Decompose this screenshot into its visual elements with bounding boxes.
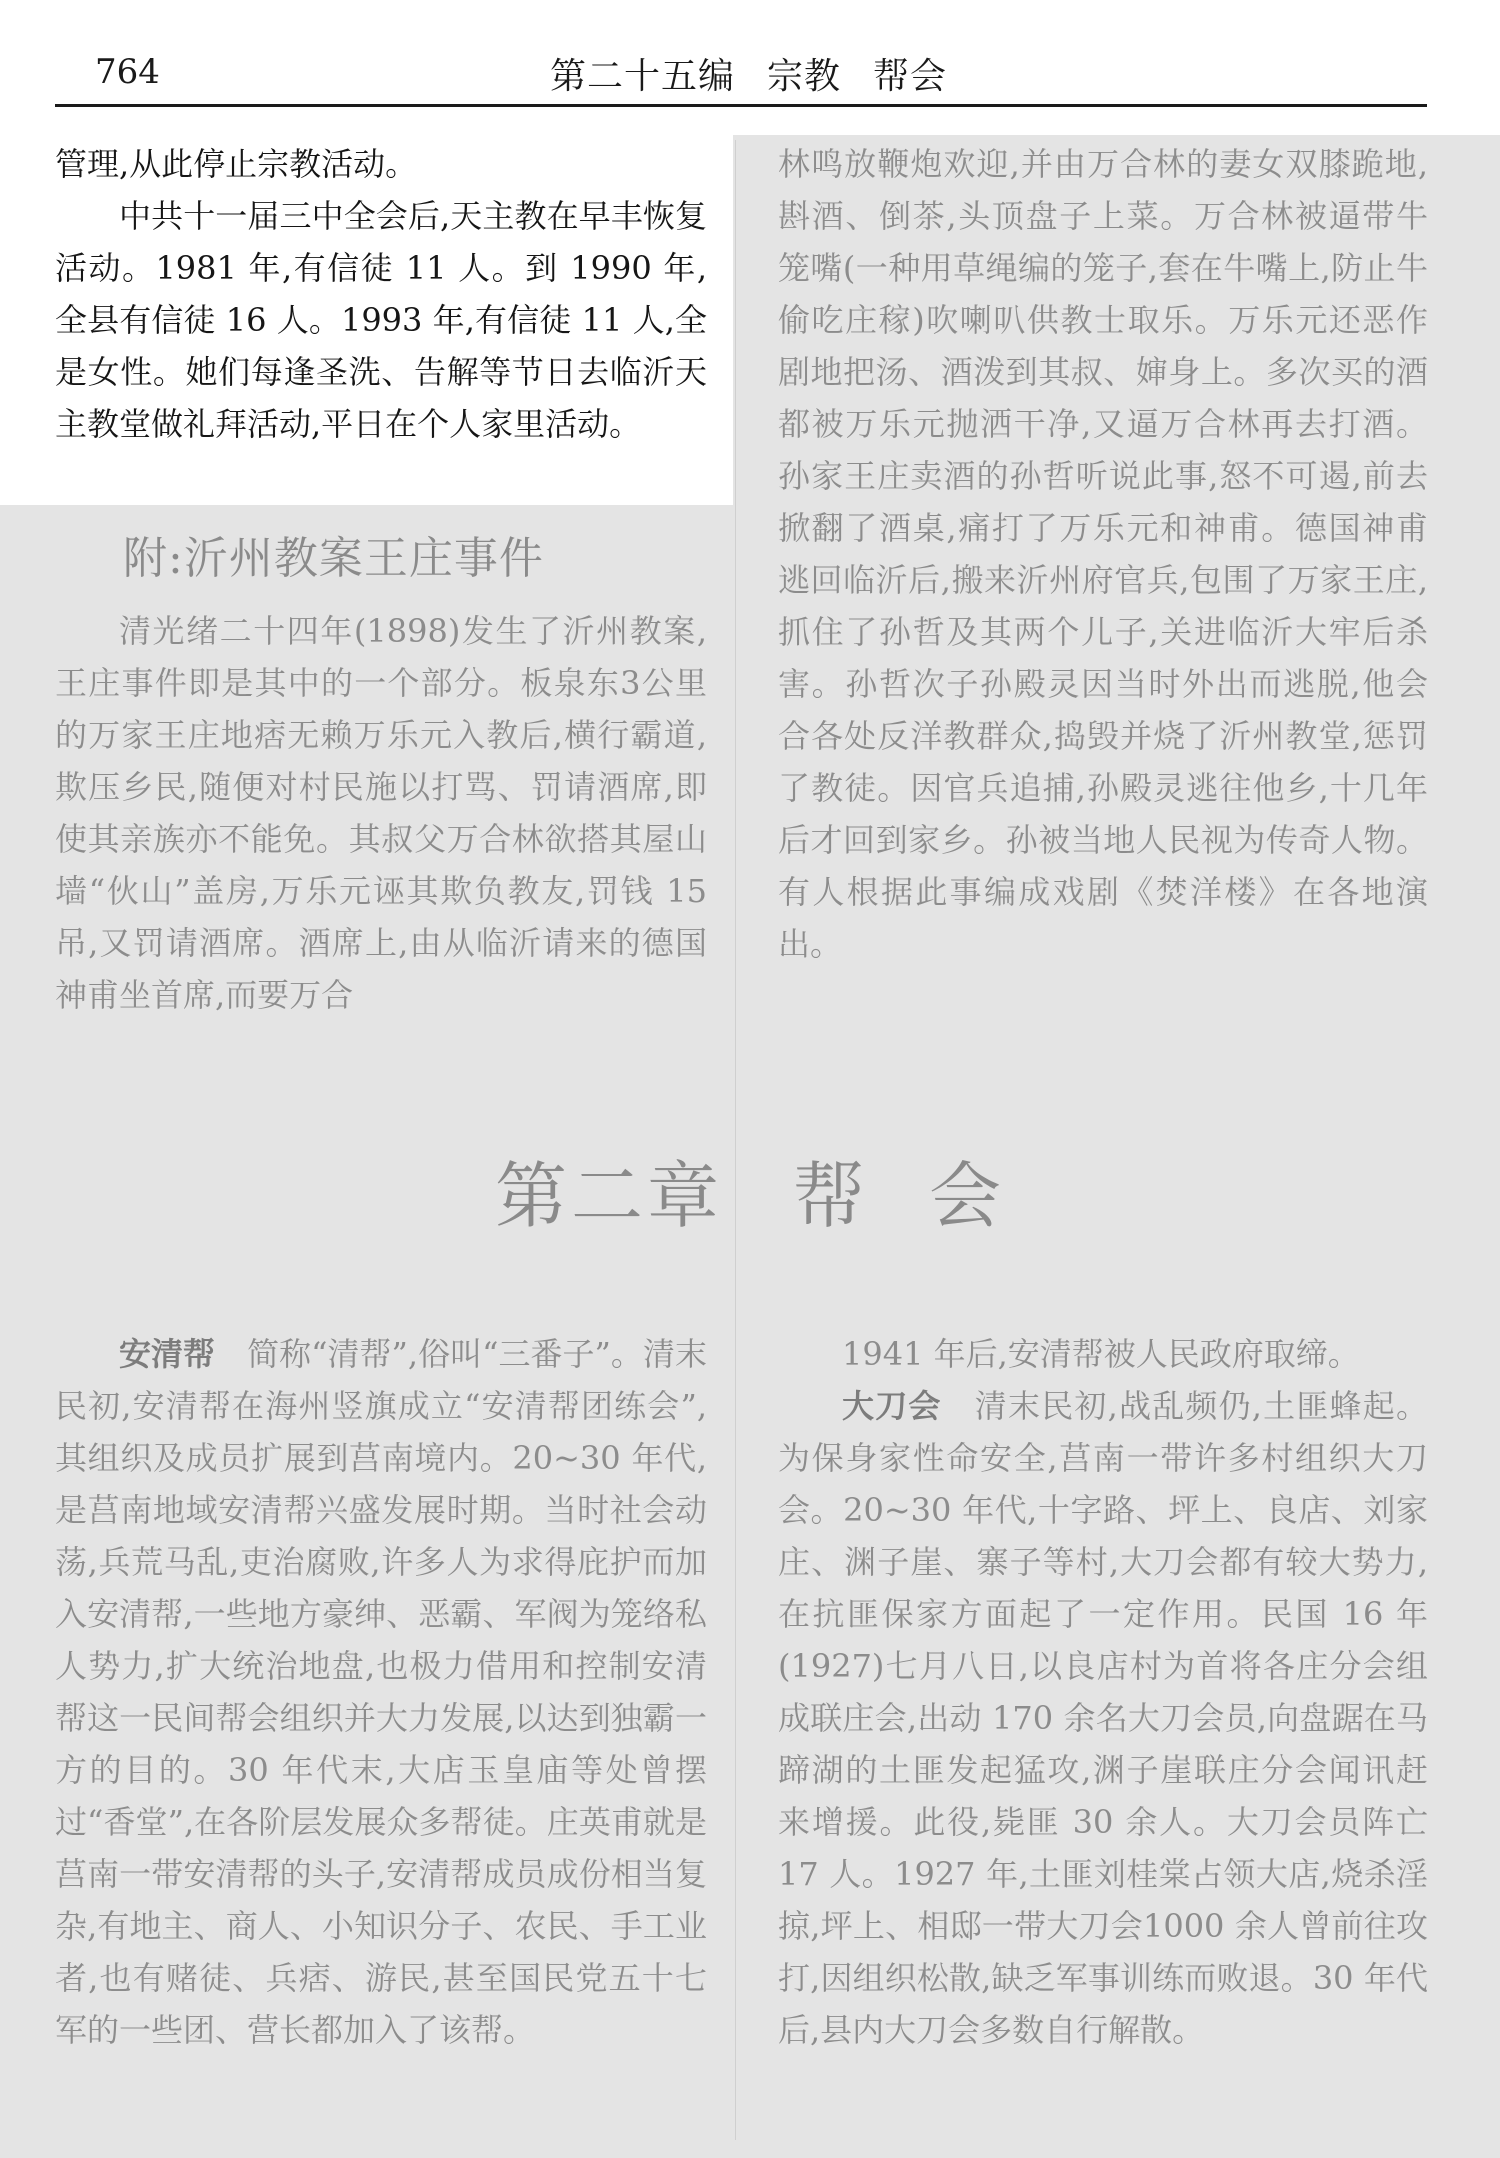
appendix-text-left bbox=[55, 605, 707, 1021]
running-head-section2: 帮会 bbox=[873, 56, 948, 97]
anqing-paragraph bbox=[55, 1328, 707, 2056]
top-left-text bbox=[55, 138, 707, 450]
paragraph-continuation: 管理,从此停止宗教活动。 bbox=[55, 145, 418, 183]
anqing-paragraph-end: 1941 年后,安清帮被人民政府取缔。 bbox=[842, 1335, 1360, 1373]
dadao-text: 清末民初,战乱频仍,土匪蜂起。为保身家性命安全,莒南一带许多村组织大刀会。20~30 年代,十字路、坪上、良店、刘家庄、渊子崖、寨子等村,大刀会都有较大势力,在抗匪保家方面起了一定作用。民国 16 年(1927)七月八日,以良店村为首将各庄分会组成联庄会,出动 170 余名大刀会员,向盘踞在马蹄湖的土匪发起猛攻,渊子崖联庄分会闻讯赶来增援。此役,毙匪 30 余人。大刀会员阵亡 17 人。1927 年,土匪刘桂棠占领大店,烧杀淫掠,坪上、相邸一带大刀会1000 余人曾前往攻打,因组织松散,缺乏军事训练而败退。30 年代后,县内大刀会多数自行解散。 bbox=[778, 1387, 1428, 2049]
appendix-text-right bbox=[778, 138, 1428, 970]
dadao-paragraph bbox=[778, 1380, 1428, 2056]
appendix-paragraph-continued: 林鸣放鞭炮欢迎,并由万合林的妻女双膝跪地,斟酒、倒茶,头顶盘子上菜。万合林被逼带牛笼嘴(一种用草绳编的笼子,套在牛嘴上,防止牛偷吃庄稼)吹喇叭供教士取乐。万乐元还恶作剧地把汤、酒泼到其叔、婶身上。多次买的酒都被万乐元抛洒干净,又逼万合林再去打酒。孙家王庄卖酒的孙哲听说此事,怒不可遏,前去掀翻了酒桌,痛打了万乐元和神甫。德国神甫逃回临沂后,搬来沂州府官兵,包围了万家王庄,抓住了孙哲及其两个儿子,关进临沂大牢后杀害。孙哲次子孙殿灵因当时外出而逃脱,他会合各处反洋教群众,捣毁并烧了沂州教堂,惩罚了教徒。因官兵追捕,孙殿灵逃往他乡,十几年后才回到家乡。孙被当地人民视为传奇人物。有人根据此事编成戏剧《焚洋楼》在各地演出。 bbox=[778, 145, 1428, 963]
chapter-heading bbox=[0, 1138, 1500, 1242]
anqing-term: 安清帮 bbox=[119, 1335, 216, 1373]
anqing-text: 简称“清帮”,俗叫“三番子”。清末民初,安清帮在海州竖旗成立“安清帮团练会”,其组织及成员扩展到莒南境内。20~30 年代,是莒南地域安清帮兴盛发展时期。当时社会动荡,兵荒马乱,吏治腐败,许多人为求得庇护而加入安清帮,一些地方豪绅、恶霸、军阀为笼络私人势力,扩大统治地盘,也极力借用和控制安清帮这一民间帮会组织并大力发展,以达到独霸一方的目的。30 年代末,大店玉皇庙等处曾摆过“香堂”,在各阶层发展众多帮徒。庄英甫就是莒南一带安清帮的头子,安清帮成员成份相当复杂,有地主、商人、小知识分子、农民、手工业者,也有赌徒、兵痞、游民,甚至国民党五十七军的一些团、营长都加入了该帮。 bbox=[55, 1335, 707, 2049]
dadao-term: 大刀会 bbox=[842, 1387, 942, 1425]
appendix-title: 附:沂州教案王庄事件 bbox=[123, 533, 544, 584]
chapter-title-char1: 帮 bbox=[792, 1154, 869, 1238]
page-header bbox=[55, 44, 1427, 107]
appendix-paragraph: 清光绪二十四年(1898)发生了沂州教案,王庄事件即是其中的一个部分。板泉东3公里的万家王庄地痞无赖万乐元入教后,横行霸道,欺压乡民,随便对村民施以打骂、罚请酒席,即使其亲族亦不能免。其叔父万合林欲搭其屋山墙“伙山”盖房,万乐元诬其欺负教友,罚钱 15 吊,又罚请酒席。酒席上,由从临沂请来的德国神甫坐首席,而要万合 bbox=[55, 612, 707, 1014]
paragraph-catholic-revival: 中共十一届三中全会后,天主教在早丰恢复活动。1981 年,有信徒 11 人。到 1990 年,全县有信徒 16 人。1993 年,有信徒 11 人,全是女性。她们每逢圣洗、告解等节日去临沂天主教堂做礼拜活动,平日在个人家里活动。 bbox=[55, 197, 707, 443]
anqing-section bbox=[55, 1328, 707, 2056]
page-number: 764 bbox=[95, 52, 160, 92]
running-head-section1: 宗教 bbox=[767, 56, 842, 97]
chapter-title-char2: 会 bbox=[929, 1154, 1006, 1238]
dadao-section bbox=[778, 1328, 1428, 2056]
chapter-number: 第二章 bbox=[494, 1154, 723, 1238]
running-head-part: 第二十五编 bbox=[550, 56, 736, 97]
running-head bbox=[550, 48, 947, 99]
